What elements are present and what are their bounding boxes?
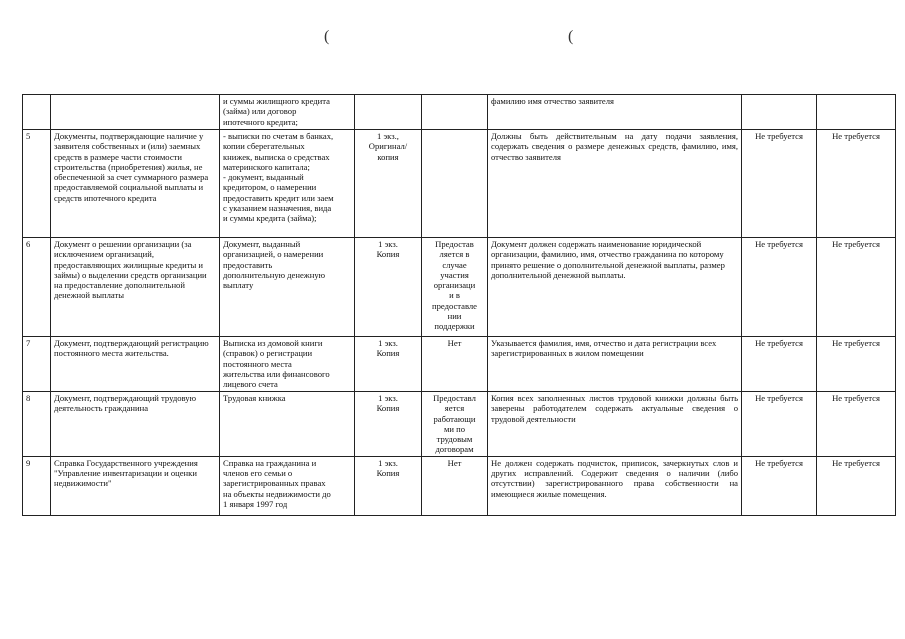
sample-note: Не требуется — [817, 130, 896, 238]
row-number: 8 — [23, 392, 51, 457]
template-note: Не требуется — [742, 392, 817, 457]
condition: Нет — [422, 456, 488, 515]
sample-note: Не требуется — [817, 337, 896, 392]
copies: 1 экз. Копия — [355, 238, 422, 337]
row-number: 9 — [23, 456, 51, 515]
requirements: фамилию имя отчество заявителя — [488, 95, 742, 130]
header-mark-right: ( — [568, 28, 574, 45]
table-row — [23, 130, 896, 238]
requirements: Указывается фамилия, имя, отчество и дата регистрации всех зарегистрированных в жилом помещении — [488, 337, 742, 392]
copies: 1 экз., Оригинал/ копия — [355, 130, 422, 238]
requirements: Копия всех заполненных листов трудовой книжки должны быть заверены работодателем содержать актуальные сведения о трудовой деятельности — [488, 392, 742, 457]
template-note: Не требуется — [742, 456, 817, 515]
document-name: Документы, подтверждающие наличие у заявителя собственных и (или) заемных средств в размере части стоимости строительства (приобретения) жилья, не обеспеченной за счет суммарного размера предоставляемой социальной выплаты и средств ипотечного кредита — [51, 130, 220, 238]
sample-note: Не требуется — [817, 456, 896, 515]
copies — [355, 95, 422, 130]
table-row — [23, 337, 896, 392]
document-form: Документ, выданный организацией, о намерении предоставить дополнительную денежную выплату — [220, 238, 355, 337]
document-name: Документ о решении организации (за исключением организаций, предоставляющих жилищные кредиты и займы) о выделении средств организации на предоставление дополнительной денежной выплаты — [51, 238, 220, 337]
document-form: Выписка из домовой книги (справок) о регистрации постоянного места жительства или финансового лицевого счета — [220, 337, 355, 392]
copies: 1 экз. Копия — [355, 392, 422, 457]
template-note: Не требуется — [742, 238, 817, 337]
row-number: 5 — [23, 130, 51, 238]
condition — [422, 95, 488, 130]
document-name: Справка Государственного учреждения "Управление инвентаризации и оценки недвижимости" — [51, 456, 220, 515]
requirements: Должны быть действительным на дату подачи заявления, содержать сведения о размере денежных средств, фамилию, имя, отчество заявителя — [488, 130, 742, 238]
condition: Предоставл яется работающи ми по трудовым договорам — [422, 392, 488, 457]
document-form: - выписки по счетам в банках, копии сберегательных книжек, выписка о средствах материнского капитала; - документ, выданный кредитором, о намерении предоставить кредит или заем с указанием назначения, вида и суммы кредита (займа); — [220, 130, 355, 238]
requirements: Документ должен содержать наименование юридической организации, фамилию, имя, отчество гражданина по которому принято решение о дополнительной денежной выплаты, размер дополнительной денежной выплаты. — [488, 238, 742, 337]
document-name: Документ, подтверждающий регистрацию постоянного места жительства. — [51, 337, 220, 392]
table-row — [23, 392, 896, 457]
row-number: 7 — [23, 337, 51, 392]
condition — [422, 130, 488, 238]
sample-note — [817, 95, 896, 130]
template-note — [742, 95, 817, 130]
template-note: Не требуется — [742, 337, 817, 392]
row-number: 6 — [23, 238, 51, 337]
condition: Предостав ляется в случае участия организаци и в предоставле нии поддержки — [422, 238, 488, 337]
row-number — [23, 95, 51, 130]
header-mark-left: ( — [324, 28, 330, 45]
condition: Нет — [422, 337, 488, 392]
document-form: Справка на гражданина и членов его семьи о зарегистрированных правах на объекты недвижимости до 1 января 1997 год — [220, 456, 355, 515]
requirements: Не должен содержать подчисток, приписок, зачеркнутых слов и других исправлений. Содержит сведения о наличии (либо отсутствии) зарегистрированного права собственности на имеющиеся жилые помещения. — [488, 456, 742, 515]
table-row — [23, 238, 896, 337]
document-form: и суммы жилищного кредита (займа) или договор ипотечного кредита; — [220, 95, 355, 130]
template-note: Не требуется — [742, 130, 817, 238]
table-row — [23, 95, 896, 130]
document-form: Трудовая книжка — [220, 392, 355, 457]
table-row — [23, 456, 896, 515]
document-name: Документ, подтверждающий трудовую деятельность гражданина — [51, 392, 220, 457]
copies: 1 экз. Копия — [355, 337, 422, 392]
copies: 1 экз. Копия — [355, 456, 422, 515]
sample-note: Не требуется — [817, 392, 896, 457]
document-name — [51, 95, 220, 130]
documents-table — [22, 94, 896, 516]
sample-note: Не требуется — [817, 238, 896, 337]
